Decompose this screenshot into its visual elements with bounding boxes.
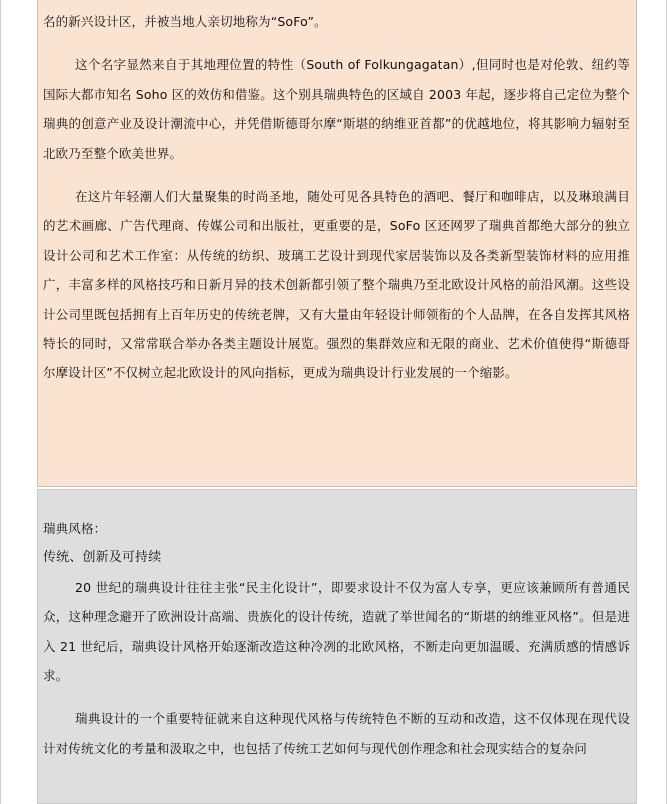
peach-text-panel [37, 0, 637, 487]
paragraph-tradition-modern: 瑞典设计的一个重要特征就来自这种现代风格与传统特色不断的互动和改造，这不仅体现在现代设计对传统文化的考量和汲取之中，也包括了传统工艺如何与现代创作理念和社会现实结合的复杂问 [43, 711, 630, 756]
intro-line: 名的新兴设计区，并被当地人亲切地称为“SoFo”。 [43, 14, 327, 29]
grey-text-panel [37, 489, 637, 804]
paragraph-sofo-design: 在这片年轻潮人们大量聚集的时尚圣地，随处可见各具特色的酒吧、餐厅和咖啡店，以及琳琅满目的艺术画廊、广告代理商、传媒公司和出版社，更重要的是，SoFo 区还网罗了瑞典首都绝大部分的独立设计公司和艺术工作室：从传统的纺织、玻璃工艺设计到现代家居装饰以及各类新型装饰材料的应用推广，丰富多样的风格技巧和日新月异的技术创新都引领了整个瑞典乃至北欧设计风格的前沿风潮。这些设计公司里既包括拥有上百年历史的传统老牌，又有大量由年轻设计师领衔的个人品牌，在各自发挥其风格特长的同时，又常常联合举办各类主题设计展览。强烈的集群效应和无限的商业、艺术价值使得“斯德哥尔摩设计区”不仅树立起北欧设计的风向指标，更成为瑞典设计行业发展的一个缩影。 [43, 189, 630, 381]
peach-text-body [38, 7, 636, 388]
paragraph-sofo-name: 这个名字显然来自于其地理位置的特性（South of Folkungagatan）,但同时也是对伦敦、纽约等国际大都市知名 Soho 区的效仿和借鉴。这个别具瑞典特色的区域自 2003 年起，逐步将自己定位为整个瑞典的创意产业及设计潮流中心，并凭借斯德哥尔摩“斯堪的纳维亚首都”的优越地位，将其影响力辐射至北欧乃至整个欧美世界。 [43, 57, 630, 161]
paragraph-democratic-design: 20 世纪的瑞典设计往往主张“民主化设计”，即要求设计不仅为富人专享，更应该兼顾所有普通民众，这种理念避开了欧洲设计高端、贵族化的设计传统，造就了举世闻名的“斯堪的纳维亚风格”。但是进入 21 世纪后，瑞典设计风格开始逐渐改造这种冷冽的北欧风格，不断走向更加温暖、充满质感的情感诉求。 [43, 579, 630, 684]
grey-text-body [38, 514, 636, 763]
section-heading: 瑞典风格： [43, 521, 107, 536]
section-subheading: 传统、创新及可持续 [43, 550, 162, 566]
